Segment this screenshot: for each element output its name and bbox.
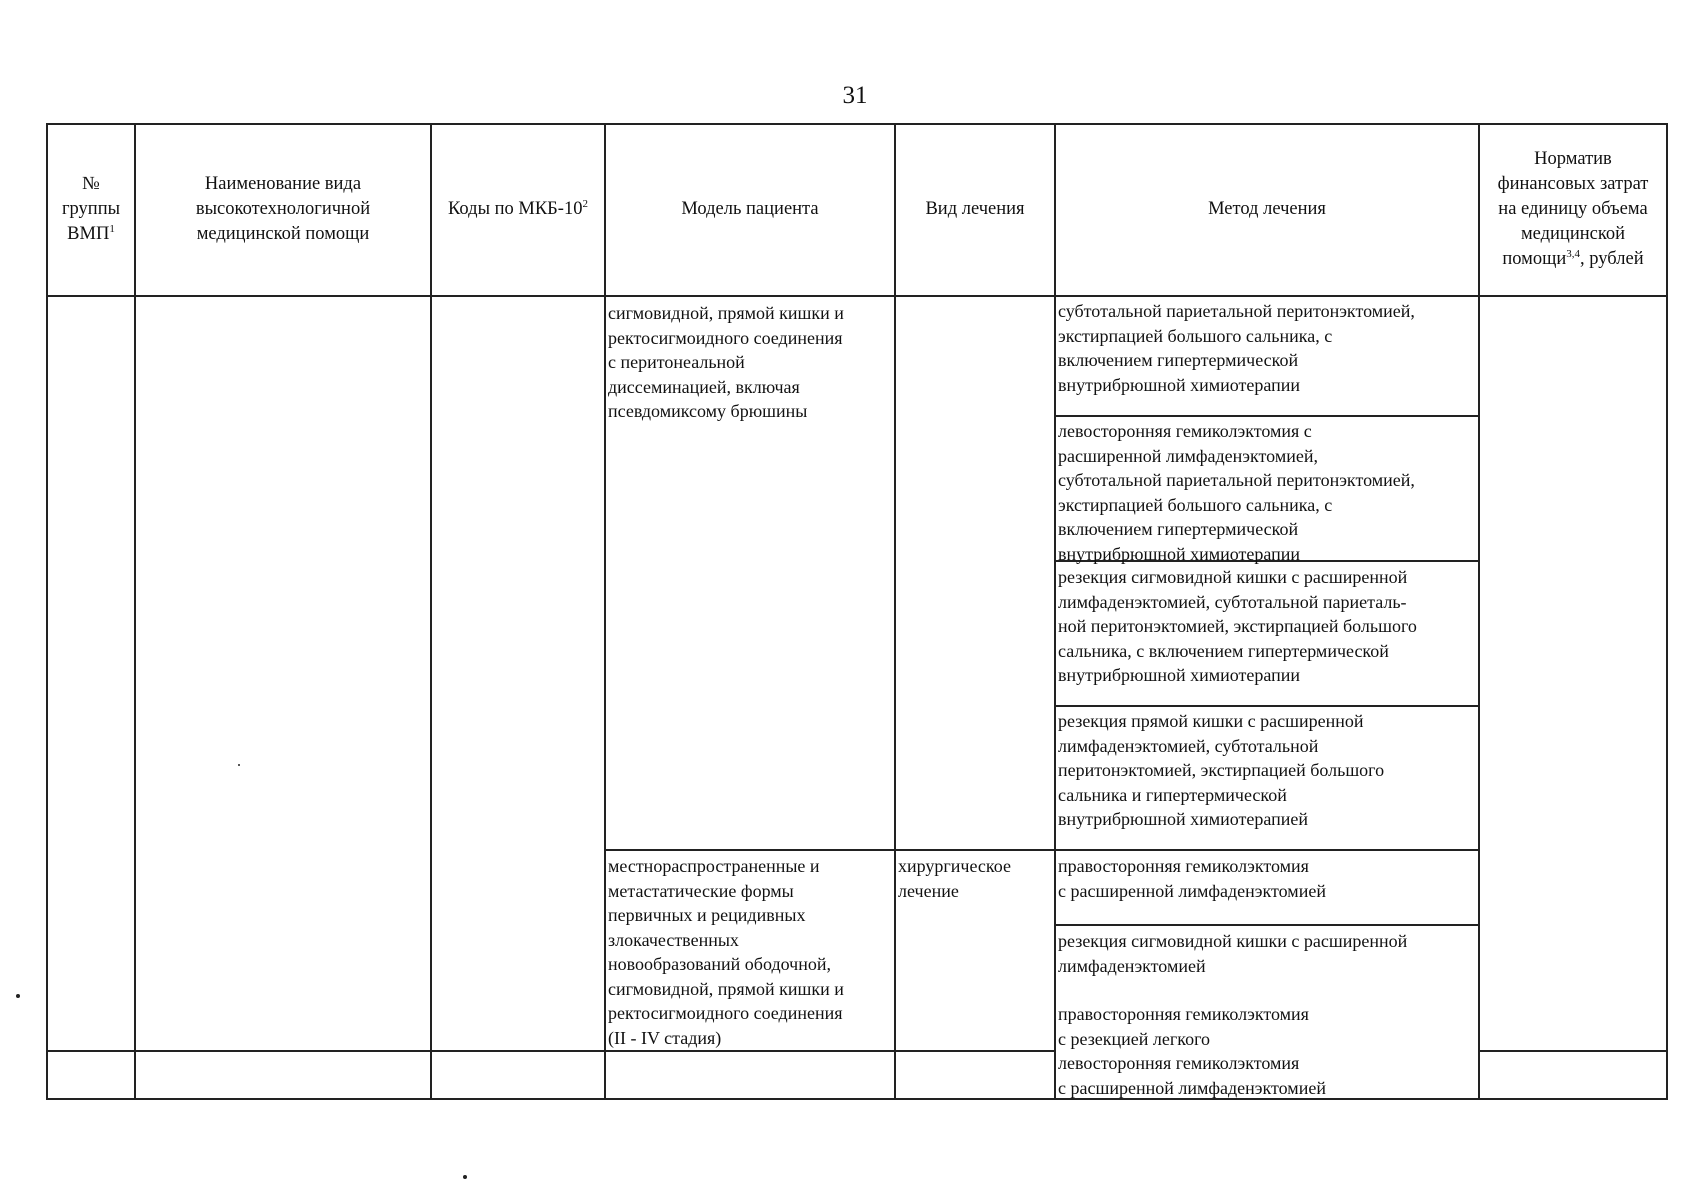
header-cost-standard [1482,123,1664,295]
column-divider-6 [1478,123,1480,1100]
header-icd-codes [434,123,602,295]
header-group-number-text: № группы ВМП$^1$ [61,173,121,244]
scan-speck [463,1175,467,1179]
column-divider-2 [430,123,432,1100]
treatment-method-1: субтотальной париетальной перитонэктомией, экстирпацией большого сальника, с включением гипертермической внутрибрюшной химиотерапии [1058,301,1415,395]
treatment-method-7: правосторонняя гемиколэктомия с резекцией легкого левосторонняя гемиколэктомия с расширенной лимфаденэктомией [1058,1004,1326,1098]
patient-model-2: местнораспространенные и метастатические формы первичных и рецидивных злокачественных новообразований ободочной, сигмовидной, прямой кишки и ректосигмоидного соединения (II - IV стадия) [608,856,844,1048]
header-care-type-name: Наименование вида высокотехнологичной медицинской помощи [195,173,371,244]
patient-model-1: сигмовидной, прямой кишки и ректосигмоидного соединения с перитонеальной диссеминацией, включая псевдомиксому брюшины [608,303,844,421]
header-treatment-method: Метод лечения [1208,198,1326,219]
table-border-right [1666,123,1668,1100]
column-divider-3 [604,123,606,1100]
header-patient-model: Модель пациента [681,198,819,219]
column-divider-1 [134,123,136,1100]
treatment-method-2: левосторонняя гемиколэктомия с расширенной лимфаденэктомией, субтотальной париетальной перитонэктомией, экстирпацией большого сальника, с включением гипертермической внутрибрюшной химиотерапии [1058,421,1415,564]
header-treatment-type: Вид лечения [925,198,1025,219]
header-divider [46,295,1668,297]
method-row-divider-4 [1054,849,1478,851]
table-border-left [46,123,48,1100]
method-row-divider-3 [1054,705,1478,707]
page-number: 31 [842,82,868,109]
treatment-type-1: хирургическое лечение [898,856,1011,901]
treatment-method-4: резекция прямой кишки с расширенной лимфаденэктомией, субтотальной перитонэктомией, экстирпацией большого сальника и гипертермической внутрибрюшной химиотерапией [1058,711,1385,829]
scan-speck [238,764,240,766]
header-icd-codes-text: Коды по МКБ-$10^2$ [448,197,588,219]
header-group-number [50,123,132,295]
method-row-divider-5 [1054,924,1478,926]
column-divider-4 [894,123,896,1100]
blank-row-divider-right [1478,1050,1668,1052]
header-cost-standard-text: Норматив финансовых затрат на единицу объема медицинской помощи$^{3,4}$, рублей [1497,148,1649,269]
blank-row-divider-left [46,1050,1054,1052]
model-row-divider [604,849,1054,851]
scan-speck [16,994,20,998]
medical-care-table [46,123,1666,1100]
treatment-method-6: резекция сигмовидной кишки с расширенной лимфаденэктомией [1058,931,1408,976]
method-row-divider-1 [1054,415,1478,417]
treatment-method-5: правосторонняя гемиколэктомия с расширенной лимфаденэктомией [1058,856,1326,901]
treatment-method-3: резекция сигмовидной кишки с расширенной лимфаденэктомией, субтотальной париеталь- ной перитонэктомией, экстирпацией большого сальника, с включением гипертермической внутрибрюшной химиотерапии [1058,567,1417,685]
column-divider-5 [1054,123,1056,1100]
